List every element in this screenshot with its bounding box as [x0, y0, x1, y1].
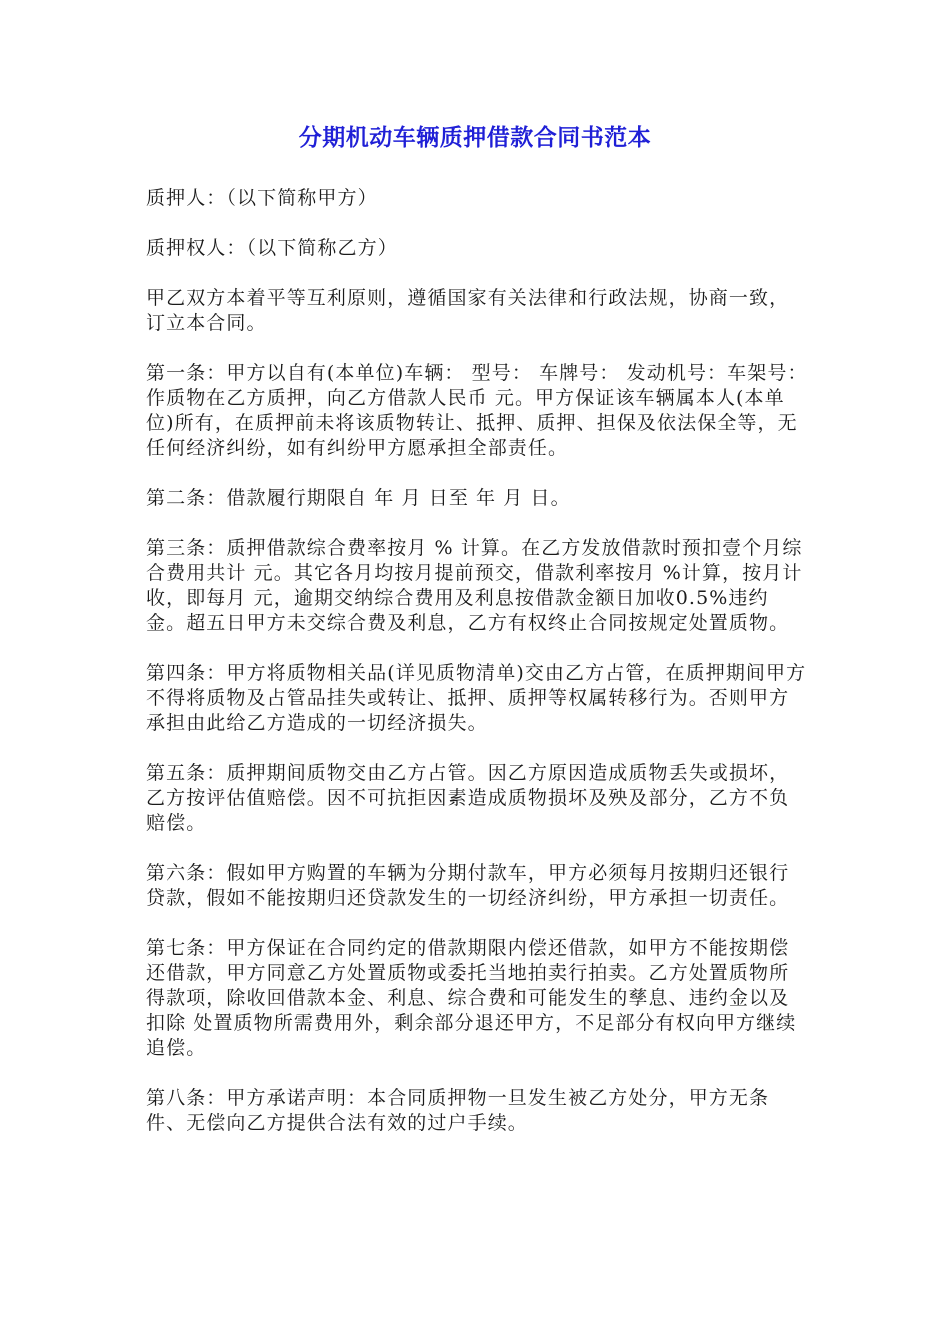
clause-article-7: 第七条：甲方保证在合同约定的借款期限内偿还借款，如甲方不能按期偿还借款，甲方同意乙方处置质物或委托当地拍卖行拍卖。乙方处置质物所得款项，除收回借款本金、利息、综合费和可能发生的孳息、违约金以及扣除 处置质物所需费用外，剩余部分退还甲方，不足部分有权向甲方继续追偿。	[146, 937, 797, 1059]
clause-article-4: 第四条：甲方将质物相关品(详见质物清单)交由乙方占管，在质押期间甲方不得将质物及占管品挂失或转让、抵押、质押等权属转移行为。否则甲方承担由此给乙方造成的一切经济损失。	[146, 662, 807, 734]
clause-preamble: 甲乙双方本着平等互利原则，遵循国家有关法律和行政法规，协商一致，订立本合同。	[146, 287, 790, 334]
clause-article-8: 第八条：甲方承诺声明：本合同质押物一旦发生被乙方处分，甲方无条件、无偿向乙方提供合法有效的过户手续。	[146, 1087, 770, 1134]
clause-article-1: 第一条：甲方以自有(本单位)车辆： 型号： 车牌号： 发动机号：车架号： 作质物在乙方质押，向乙方借款人民币 元。甲方保证该车辆属本人(本单位)所有，在质押前未将该质物转让、抵押、质押、担保及依法保全等，无任何经济纠纷，如有纠纷甲方愿承担全部责任。	[146, 362, 815, 459]
clause-article-3: 第三条：质押借款综合费率按月 % 计算。在乙方发放借款时预扣壹个月综合费用共计 元。其它各月均按月提前预交，借款利率按月 %计算，按月计收，即每月 元，逾期交纳综合费用及利息按借款金额日加收0.5%违约金。超五日甲方未交综合费及利息，乙方有权终止合同按规定处置质物。	[146, 537, 803, 634]
document-title: 分期机动车辆质押借款合同书范本	[298, 125, 652, 151]
clause-article-5: 第五条：质押期间质物交由乙方占管。因乙方原因造成质物丢失或损坏，乙方按评估值赔偿。因不可抗拒因素造成质物损坏及殃及部分，乙方不负赔偿。	[146, 762, 790, 834]
clause-pledgor: 质押人：（以下简称甲方）	[146, 187, 378, 209]
clause-pledgee: 质押权人：（以下简称乙方）	[146, 237, 398, 259]
document-body	[146, 186, 815, 1161]
clause-article-2: 第二条：借款履行期限自 年 月 日至 年 月 日。	[146, 487, 571, 509]
clause-article-6: 第六条：假如甲方购置的车辆为分期付款车，甲方必须每月按期归还银行贷款，假如不能按期归还贷款发生的一切经济纠纷，甲方承担一切责任。	[146, 862, 790, 909]
